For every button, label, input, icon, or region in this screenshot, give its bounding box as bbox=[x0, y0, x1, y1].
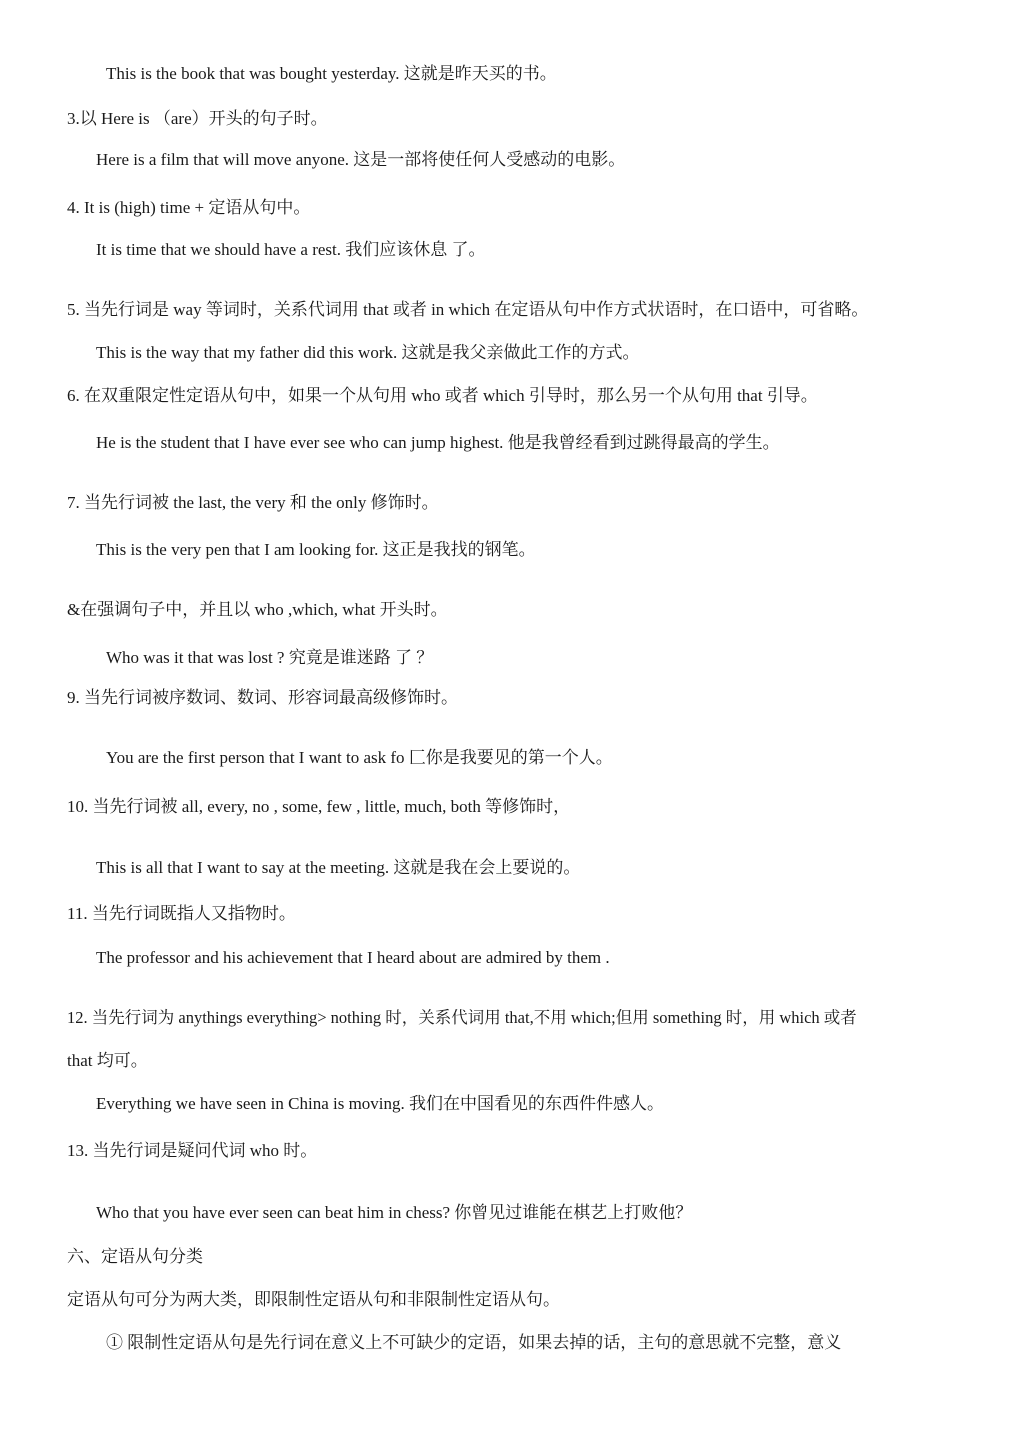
body-paragraph: ① 限制性定语从句是先行词在意义上不可缺少的定语，如果去掉的话，主句的意思就不完整，意义 bbox=[106, 1333, 842, 1352]
rule-heading: 12. 当先行词为 anythings everything> nothing 时，关系代词用 that,不用 which;但用 something 时，用 which 或者 bbox=[67, 1008, 857, 1027]
example-sentence: This is the way that my father did this work. 这就是我父亲做此工作的方式。 bbox=[96, 343, 640, 362]
example-sentence: Here is a film that will move anyone. 这是一部将使任何人受感动的电影。 bbox=[96, 150, 626, 169]
rule-heading: 4. It is (high) time + 定语从句中。 bbox=[67, 198, 311, 217]
rule-heading: 6. 在双重限定性定语从句中，如果一个从句用 who 或者 which 引导时，那么另一个从句用 that 引导。 bbox=[67, 386, 818, 405]
example-sentence: This is all that I want to say at the meeting. 这就是我在会上要说的。 bbox=[96, 858, 581, 877]
rule-heading-continuation: that 均可。 bbox=[67, 1051, 148, 1070]
example-sentence: This is the very pen that I am looking for. 这正是我找的钢笔。 bbox=[96, 540, 536, 559]
section-heading: 六、定语从句分类 bbox=[67, 1247, 203, 1266]
example-sentence: It is time that we should have a rest. 我们应该休息 了。 bbox=[96, 240, 486, 259]
example-sentence: Everything we have seen in China is moving. 我们在中国看见的东西件件感人。 bbox=[96, 1094, 665, 1113]
example-sentence: He is the student that I have ever see who can jump highest. 他是我曾经看到过跳得最高的学生。 bbox=[96, 433, 780, 452]
example-sentence: This is the book that was bought yesterday. 这就是昨天买的书。 bbox=[106, 64, 557, 83]
rule-heading: 5. 当先行词是 way 等词时，关系代词用 that 或者 in which 在定语从句中作方式状语时，在口语中，可省略。 bbox=[67, 300, 869, 319]
rule-heading: 11. 当先行词既指人又指物时。 bbox=[67, 904, 296, 923]
rule-heading: 10. 当先行词被 all, every, no , some, few , little, much, both 等修饰时， bbox=[67, 797, 571, 816]
example-sentence: Who was it that was lost ? 究竟是谁迷路 了 ？ bbox=[106, 648, 434, 667]
example-sentence: You are the first person that I want to ask fo 匚你是我要见的第一个人。 bbox=[106, 748, 613, 767]
rule-heading: 3.以 Here is （are）开头的句子时。 bbox=[67, 109, 328, 128]
example-sentence: The professor and his achievement that I heard about are admired by them . bbox=[96, 948, 610, 967]
rule-heading: 13. 当先行词是疑问代词 who 时。 bbox=[67, 1141, 318, 1160]
example-sentence: Who that you have ever seen can beat him in chess? 你曾见过谁能在棋艺上打败他？ bbox=[96, 1203, 693, 1222]
rule-heading: 9. 当先行词被序数词、数词、形容词最高级修饰时。 bbox=[67, 688, 458, 707]
rule-heading: 7. 当先行词被 the last, the very 和 the only 修饰时。 bbox=[67, 493, 439, 512]
rule-heading: &在强调句子中，并且以 who ,which, what 开头时。 bbox=[67, 600, 448, 619]
body-paragraph: 定语从句可分为两大类，即限制性定语从句和非限制性定语从句。 bbox=[67, 1290, 560, 1309]
